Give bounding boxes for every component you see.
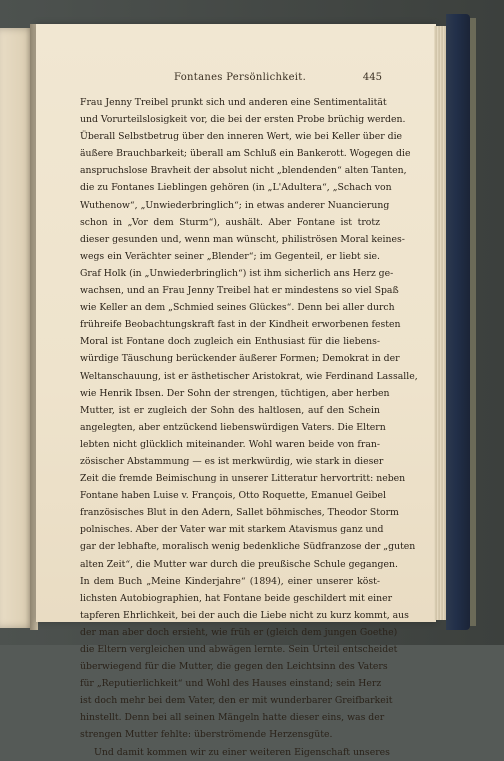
- text-line: Weltanschauung, ist er ästhetischer Aristokrat, wie Ferdinand Lassalle,: [80, 370, 418, 382]
- text-line: tapferen Ehrlichkeit, bei der auch die Liebe nicht zu kurz kommt, aus: [80, 609, 409, 621]
- text-line: schon in „Vor dem Sturm“), aushält. Aber Fontane ist trotz: [80, 216, 380, 228]
- text-line: überwiegend für die Mutter, die gegen den Leichtsinn des Vaters: [80, 661, 388, 673]
- text-line: In dem Buch „Meine Kinderjahre“ (1894), einer unserer köst-: [80, 575, 380, 587]
- book-cover-edge: [470, 18, 476, 626]
- text-line: anspruchslose Bravheit der absolut nicht „blendenden“ alten Tanten,: [80, 165, 407, 177]
- text-line: Zeit die fremde Beimischung in unserer Litteratur hervortritt: neben: [80, 473, 406, 485]
- text-line: für „Reputierlichkeit“ und Wohl des Hauses einstand; sein Herz: [80, 678, 382, 690]
- text-line: hinstellt. Denn bei all seinen Mängeln hatte dieser eins, was der: [80, 712, 385, 724]
- text-line: Wuthenow“, „Unwiederbringlich“; in etwas anderer Nuancierung: [80, 199, 390, 211]
- running-title: Fontanes Persönlichkeit.: [174, 72, 307, 83]
- text-line: die Eltern vergleichen und abwägen lernte. Sein Urteil entscheidet: [80, 644, 398, 655]
- text-line: französisches Blut in den Adern, Sallet böhmisches, Theodor Storm: [80, 507, 399, 519]
- text-line: angelegten, aber entzückend liebenswürdigen Vaters. Die Eltern: [80, 421, 386, 433]
- text-line: Fontane haben Luise v. François, Otto Roquette, Emanuel Geibel: [80, 490, 386, 502]
- text-line: dieser gesunden und, wenn man wünscht, philiströsen Moral keines-: [80, 233, 405, 245]
- text-line: Frau Jenny Treibel prunkt sich und anderen eine Sentimentalität: [80, 97, 387, 108]
- page-number: 445: [362, 72, 382, 83]
- text-line: Graf Holk (in „Unwiederbringlich“) ist ihm sicherlich ans Herz ge-: [80, 267, 394, 279]
- running-head: [36, 72, 436, 86]
- text-line: lichsten Autobiographien, hat Fontane beide geschildert mit einer: [80, 592, 393, 604]
- text-line: Mutter, ist er zugleich der Sohn des haltlosen, auf den Schein: [80, 404, 380, 416]
- text-line: polnisches. Aber der Vater war mit starkem Atavismus ganz und: [80, 524, 384, 536]
- text-line: die zu Fontanes Lieblingen gehören (in „L'Adultera“, „Schach von: [80, 182, 392, 194]
- text-line: und Vorurteilslosigkeit vor, die bei der ersten Probe brüchig werden.: [80, 114, 406, 126]
- text-line: frühreife Beobachtungskraft fast in der Kindheit erworbenen festen: [80, 319, 401, 331]
- text-line: zösischer Abstammung — es ist merkwürdig, wie stark in dieser: [80, 455, 384, 467]
- text-line: alten Zeit“, die Mutter war durch die preußische Schule gegangen.: [80, 558, 398, 570]
- text-line: Und damit kommen wir zu einer weiteren Eigenschaft unseres: [94, 746, 390, 758]
- text-line: wachsen, und an Frau Jenny Treibel hat er mindestens so viel Spaß: [80, 285, 399, 297]
- text-line: Moral ist Fontane doch zugleich ein Enthusiast für die liebens-: [80, 336, 380, 348]
- text-line: ist doch mehr bei dem Vater, den er mit wunderbarer Greifbarkeit: [80, 695, 393, 707]
- body-text: [80, 94, 418, 761]
- text-line: würdige Täuschung berückender äußerer Formen; Demokrat in der: [80, 353, 400, 365]
- text-line: äußere Brauchbarkeit; überall am Schluß ein Bankerott. Wogegen die: [80, 148, 411, 160]
- text-line: wie Keller an dem „Schmied seines Glückes“. Denn bei aller durch: [80, 302, 395, 314]
- page-stack-edge: [434, 26, 446, 620]
- text-line: wegs ein Verächter seiner „Blender“; im Gegenteil, er liebt sie.: [80, 250, 380, 262]
- left-page-edge: [0, 28, 34, 628]
- text-line: Überall Selbstbetrug über den inneren Wert, wie bei Keller über die: [80, 131, 403, 143]
- text-line: gar der lebhafte, moralisch wenig bedenkliche Südfranzose der „guten: [80, 541, 416, 553]
- text-line: wie Henrik Ibsen. Der Sohn der strengen, tüchtigen, aber herben: [80, 387, 390, 399]
- text-line: strengen Mutter fehlte: überströmende Herzensgüte.: [80, 729, 333, 741]
- text-line: der man aber doch ersieht, wie früh er (gleich dem jungen Goethe): [80, 626, 398, 638]
- text-line: lebten nicht glücklich miteinander. Wohl waren beide von fran-: [80, 438, 380, 450]
- book-cover: [446, 14, 470, 630]
